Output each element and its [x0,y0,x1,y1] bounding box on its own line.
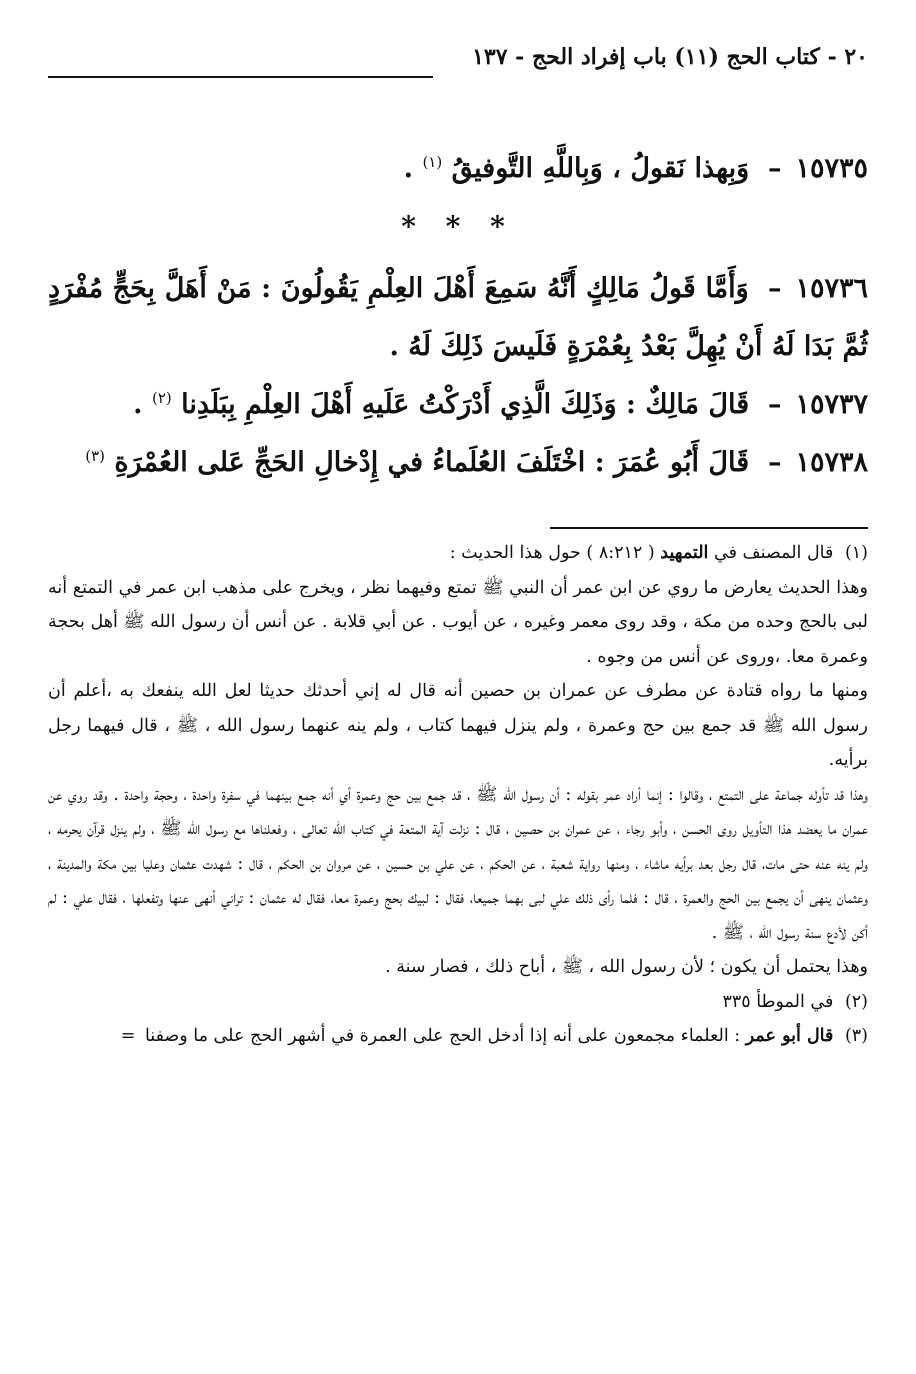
section-separator: * * * [401,210,515,243]
footnote-mark: (٢) [844,991,868,1012]
entry-text: وَأَمَّا قَولُ مَالِكٍ أَنَّهُ سَمِعَ أَهْلَ العِلْمِ يَقُولُونَ : مَنْ أَهَلَّ بِحَجٍّ مُفْرَدٍ ثُمَّ بَدَا لَهُ أَنْ يُهِلَّ بَعْدُ بِعُمْرَةٍ فَلَيسَ ذَلِكَ لَهُ . [48,273,868,362]
book-title: التمهيد [660,543,709,563]
footnote-1-paragraph: ومنها ما رواه قتادة عن مطرف عن عمران بن حصين أنه قال له إني أحدثك حديثا لعل الله ينفعك به ،أعلم أن رسول الله ﷺ قد جمع بين حج وعمرة ، ولم ينزل فيهما كتاب ، ولم ينه عنهما رسول الله ، ﷺ ، قال فيهما رجل برأيه. [48,681,868,770]
entry-15735 [48,140,868,198]
footnote-3 [48,1019,868,1054]
main-text [48,140,868,492]
entry-number: ١٥٧٣٨ [795,447,868,478]
footnote-ref: (٢) [151,389,172,407]
footnote-text: : العلماء مجمعون على أنه إذا أدخل الحج على العمرة في أشهر الحج على ما وصفنا [144,1026,741,1046]
footnote-2 [48,985,868,1020]
entry-dash: – [767,153,782,184]
footnote-ref: (٣) [85,447,105,465]
continuation-mark: = [120,1026,136,1046]
footnote-lead: قال أبو عمر [745,1026,834,1046]
entry-15736 [48,260,868,376]
entry-15737 [48,376,868,434]
footnote-mark: (١) [844,543,868,563]
entry-dash: – [767,389,782,420]
footnote-text: في الموطأ ٣٣٥ [722,991,834,1012]
entry-number: ١٥٧٣٧ [795,389,868,420]
entry-text: قَالَ أَبُو عُمَرَ : اخْتَلَفَ العُلَماءُ في إِدْخالِ الحَجِّ عَلى العُمْرَةِ [114,447,750,478]
entry-15738 [48,434,868,492]
footnote-1-paragraph: وهذا الحديث يعارض ما روي عن ابن عمر أن النبي ﷺ تمتع وفيهما نظر ، ويخرج على مذهب ابن عمر في التمتع أنه لبى بالحج وحده من مكة ، وقد روى معمر وغيره ، عن أيوب . عن أبي قلابة . عن أنس أن رسول الله ﷺ أهل بحجة وعمرة معا. ،وروى عن أنس من وجوه . [48,577,868,667]
entry-dash: – [767,447,782,478]
footnote-1 [48,536,868,571]
entry-number: ١٥٧٣٥ [795,153,868,184]
footnote-ref-detail: ( ٨:٢١٢ ) حول هذا الحديث : [449,543,655,563]
header-title: ٢٠ - كتاب الحج (١١) باب إفراد الحج - ١٣٧ [472,44,868,70]
footnote-ref: (١) [422,153,443,171]
entry-end: . [403,153,414,184]
running-header [48,38,868,82]
footnote-1-paragraph: وهذا يحتمل أن يكون ؛ لأن رسول الله ، ﷺ ، أباح ذلك ، فصار سنة . [385,957,868,977]
entry-text: وَبِهذا نَقولُ ، وَبِاللَّهِ التَّوفيقُ [451,153,750,184]
entry-number: ١٥٧٣٦ [795,273,868,304]
footnote-1-paragraph: وهذا قد تأوله جماعة على التمتع ، وقالوا : إنما أراد عمر بقوله : أن رسول الله ﷺ ، قد جمع بين حج وعمرة أي أنه جمع بينهما في سفرة واحدة ، وحجة واحدة . وقد روي عن عمران ما يعضد هذا التأويل روى الحسن ، وأبو رجاء ، عن عمران بن حصين ، قال : نزلت آية المتعة في كتاب الله تعالى ، وفعلناها مع رسول الله ﷺ ، ولم ينزل قرآن يحرمه ، ولم ينه عنه حتى مات، قال رجل بعد برأيه ماشاء ، ومنها رواية شعبة ، عن الحكم ، عن علي بن حسين ، عن مروان بن الحكم ، قال : شهدت عثمان وعليا بين مكة والمدينة ، وعثمان ينهى أن يجمع بين الحج والعمرة ، قال : فلما رأى ذلك علي لبى بهما جميعا، فقال : لبيك بحج وعمرة معا، فقال له عثمان : تراني أنهى عنها وتفعلها ، فقال علي : لم أكن لأدع سنة رسول الله ، ﷺ . [48,784,869,943]
entry-dash: – [767,273,782,304]
entry-end: . [133,389,143,420]
entry-text: قَالَ مَالِكٌ : وَذَلِكَ الَّذِي أَدْرَكْتُ عَلَيهِ أَهْلَ العِلْمِ بِبَلَدِنا [181,389,750,420]
header-rule [48,76,433,78]
footnote-lead: قال المصنف في [713,543,834,563]
footnote-rule [550,527,868,529]
footnotes [48,536,868,1054]
footnote-mark: (٣) [844,1026,868,1046]
